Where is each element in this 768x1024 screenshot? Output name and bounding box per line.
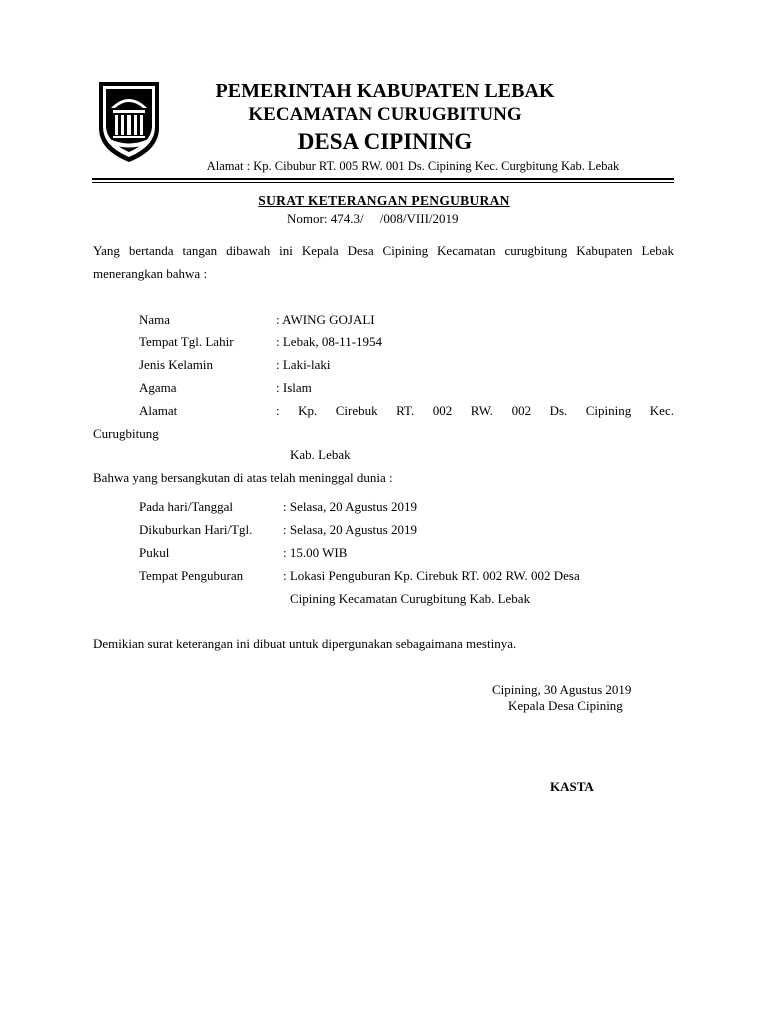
death-value-place: : Lokasi Penguburan Kp. Cirebuk RT. 002 RW. 002 Desa <box>283 568 580 583</box>
header-rule-thick <box>92 178 674 180</box>
death-label-day: Pada hari/Tanggal <box>139 499 234 514</box>
death-intro: Bahwa yang bersangkutan di atas telah meninggal dunia : <box>93 470 393 485</box>
death-label-place: Tempat Penguburan <box>139 568 244 583</box>
address-word: : <box>276 403 280 418</box>
header-government: PEMERINTAH KABUPATEN LEBAK <box>215 80 555 102</box>
address-wrap: Curugbitung <box>93 426 159 441</box>
address-word: Kp. <box>298 403 318 418</box>
regency-logo <box>93 78 165 164</box>
address-word: RW. <box>470 403 494 418</box>
header-district: KECAMATAN CURUGBITUNG <box>248 104 522 125</box>
identity-label-religion: Agama <box>139 380 177 395</box>
identity-value-address <box>276 403 674 419</box>
header-rule-thin <box>92 182 674 183</box>
header-address: Alamat : Kp. Cibubur RT. 005 RW. 001 Ds. Cipining Kec. Curgbitung Kab. Lebak <box>206 159 620 173</box>
identity-label-birth: Tempat Tgl. Lahir <box>139 334 234 349</box>
identity-label-name: Nama <box>139 312 171 327</box>
address-word: Cipining <box>585 403 632 418</box>
intro-paragraph: Yang bertanda tangan dibawah ini Kepala Desa Cipining Kecamatan curugbitung Kabupaten Lebak menerangkan bahwa : <box>93 243 674 281</box>
address-word: RT. <box>396 403 415 418</box>
header-village: DESA CIPINING <box>297 129 473 154</box>
signature-name: KASTA <box>550 779 594 794</box>
address-word: Cirebuk <box>335 403 378 418</box>
signature-place-date: Cipining, 30 Agustus 2019 <box>492 682 632 697</box>
identity-value-name: : AWING GOJALI <box>276 312 375 327</box>
address-word: 002 <box>432 403 453 418</box>
address-word: 002 <box>511 403 532 418</box>
closing-paragraph: Demikian surat keterangan ini dibuat untuk dipergunakan sebagaimana mestinya. <box>93 636 517 651</box>
death-value-buried: : Selasa, 20 Agustus 2019 <box>283 522 417 537</box>
identity-value-gender: : Laki-laki <box>276 357 331 372</box>
death-value-day: : Selasa, 20 Agustus 2019 <box>283 499 417 514</box>
death-value-time: : 15.00 WIB <box>283 545 348 560</box>
address-word: Kec. <box>649 403 674 418</box>
letter-number: Nomor: 474.3/ /008/VIII/2019 <box>287 211 459 226</box>
signature-position: Kepala Desa Cipining <box>508 698 623 713</box>
identity-value-religion: : Islam <box>276 380 312 395</box>
burial-line2: Cipining Kecamatan Curugbitung Kab. Lebak <box>290 591 531 606</box>
identity-label-gender: Jenis Kelamin <box>139 357 214 372</box>
death-label-buried: Dikuburkan Hari/Tgl. <box>139 522 253 537</box>
address-word: Ds. <box>549 403 568 418</box>
identity-label-address: Alamat <box>139 403 178 418</box>
letter-title: SURAT KETERANGAN PENGUBURAN <box>258 193 510 208</box>
identity-value-birth: : Lebak, 08-11-1954 <box>276 334 383 349</box>
address-line2: Kab. Lebak <box>290 447 351 462</box>
death-label-time: Pukul <box>139 545 170 560</box>
